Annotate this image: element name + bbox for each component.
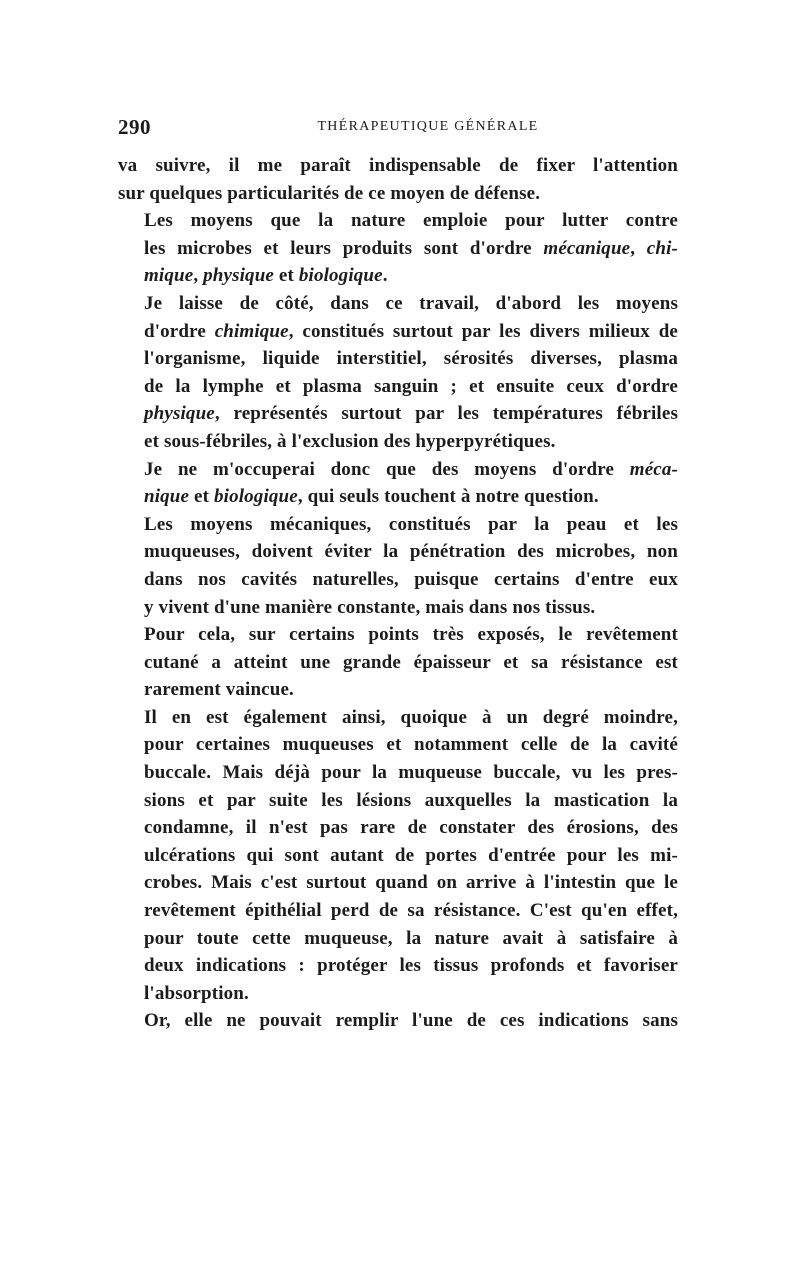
page-number: 290 — [118, 115, 151, 139]
text-line: deux indications : protéger les tissus profonds et favoriser — [144, 955, 678, 977]
text-line: dans nos cavités naturelles, puisque certains d'entre eux — [144, 568, 678, 590]
paragraph — [118, 704, 678, 1008]
text-line: revêtement épithélial perd de sa résistance. C'est qu'en effet, — [144, 900, 678, 922]
paragraph — [118, 290, 678, 456]
text-line: pour certaines muqueuses et notamment celle de la cavité — [144, 734, 678, 756]
text-line: Les moyens mécaniques, constitués par la peau et les — [144, 513, 678, 535]
paragraph — [118, 207, 678, 290]
text-line: condamne, il n'est pas rare de constater des érosions, des — [144, 817, 678, 839]
text-line: buccale. Mais déjà pour la muqueuse buccale, vu les pres- — [144, 762, 678, 784]
running-title: THÉRAPEUTIQUE GÉNÉRALE — [317, 119, 539, 134]
text-line: sions et par suite les lésions auxquelles la mastication la — [144, 789, 678, 811]
paragraph — [118, 152, 678, 207]
text-line: sur quelques particularités de ce moyen de défense. — [118, 182, 541, 204]
text-line: crobes. Mais c'est surtout quand on arrive à l'intestin que le — [144, 872, 678, 894]
text-line: de la lymphe et plasma sanguin ; et ensuite ceux d'ordre — [144, 375, 678, 397]
text-line: cutané a atteint une grande épaisseur et sa résistance est — [144, 651, 678, 673]
text-line: l'absorption. — [144, 982, 249, 1004]
paragraph — [118, 1007, 678, 1035]
body-text — [118, 152, 678, 1035]
text-line: Pour cela, sur certains points très exposés, le revêtement — [144, 624, 678, 646]
text-line: d'ordre chimique, constitués surtout par les divers milieux de — [144, 320, 678, 342]
text-line: Il en est également ainsi, quoique à un degré moindre, — [144, 706, 678, 728]
text-line: Les moyens que la nature emploie pour lutter contre — [144, 210, 678, 232]
text-line: y vivent d'une manière constante, mais dans nos tissus. — [144, 596, 596, 618]
text-line: rarement vaincue. — [144, 679, 294, 701]
text-line: physique, représentés surtout par les températures fébriles — [144, 403, 678, 425]
text-line: l'organisme, liquide interstitiel, sérosités diverses, plasma — [144, 348, 678, 370]
text-line: muqueuses, doivent éviter la pénétration des microbes, non — [144, 541, 678, 563]
text-line: nique et biologique, qui seuls touchent à notre question. — [144, 486, 599, 508]
paragraph — [118, 621, 678, 704]
paragraph — [118, 511, 678, 621]
text-line: va suivre, il me paraît indispensable de fixer l'attention — [118, 155, 678, 176]
text-line: mique, physique et biologique. — [144, 265, 388, 287]
text-line: les microbes et leurs produits sont d'ordre mécanique, chi- — [144, 237, 678, 259]
text-line: ulcérations qui sont autant de portes d'entrée pour les mi- — [144, 844, 678, 866]
text-line: et sous-fébriles, à l'exclusion des hyperpyrétiques. — [144, 430, 556, 452]
text-line: pour toute cette muqueuse, la nature avait à satisfaire à — [144, 927, 678, 949]
text-line: Je laisse de côté, dans ce travail, d'abord les moyens — [144, 292, 678, 314]
text-line: Je ne m'occuperai donc que des moyens d'ordre méca- — [144, 458, 678, 480]
running-head — [118, 115, 678, 143]
text-line: Or, elle ne pouvait remplir l'une de ces indications sans — [144, 1010, 678, 1032]
paragraph — [118, 456, 678, 511]
